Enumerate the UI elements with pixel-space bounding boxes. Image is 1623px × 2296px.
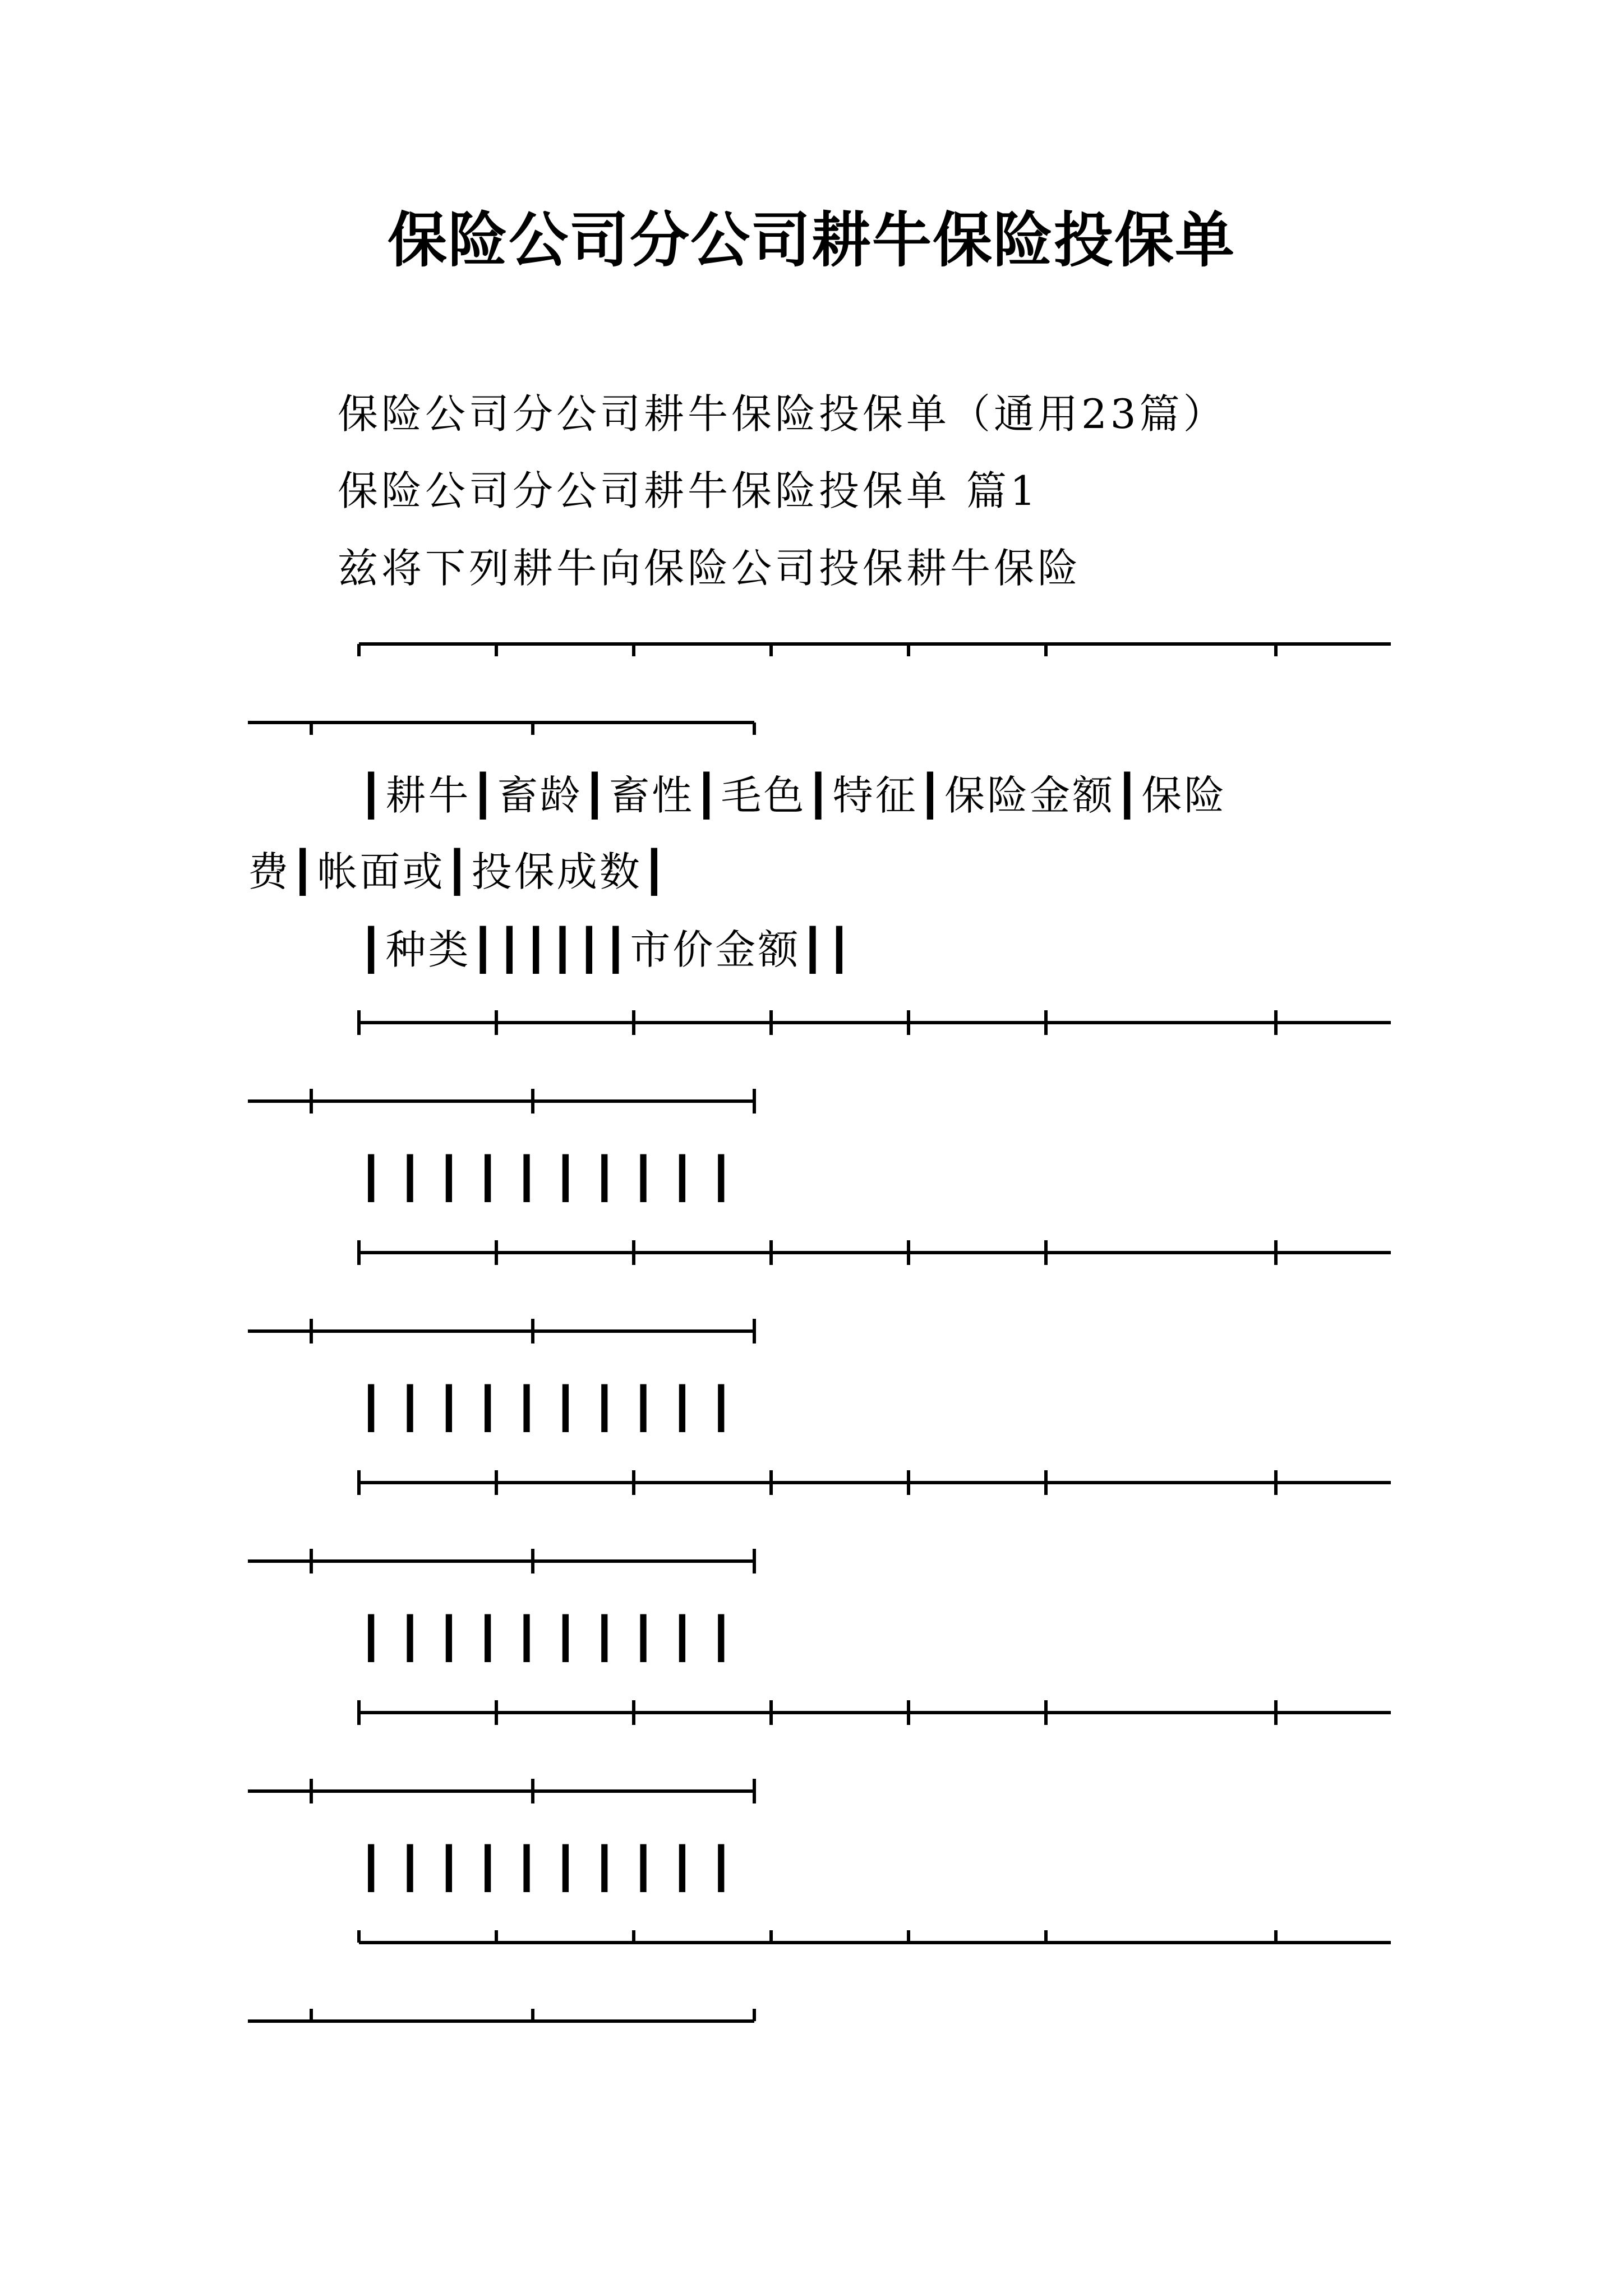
document-title: 保险公司分公司耕牛保险投保单	[388, 205, 1235, 275]
subtitle-paragraph: 保险公司分公司耕牛保险投保单（通用23篇）	[338, 390, 1227, 438]
table-header-row-1: ┃耕牛┃畜龄┃畜性┃毛色┃特征┃保险金额┃保险	[359, 772, 1227, 819]
table-header-row-1-wrap: 费┃帐面或┃投保成数┃	[248, 848, 669, 895]
intro-paragraph: 兹将下列耕牛向保险公司投保耕牛保险	[338, 545, 1082, 592]
table-header-row-2: ┃种类┃┃┃┃┃┃市价金额┃┃	[359, 926, 854, 973]
table-empty-row: ┃┃┃┃┃┃┃┃┃┃	[359, 1384, 748, 1432]
section-heading: 保险公司分公司耕牛保险投保单 篇1	[338, 467, 1039, 514]
table-empty-row: ┃┃┃┃┃┃┃┃┃┃	[359, 1844, 748, 1892]
table-empty-row: ┃┃┃┃┃┃┃┃┃┃	[359, 1614, 748, 1662]
table-empty-row: ┃┃┃┃┃┃┃┃┃┃	[359, 1154, 748, 1202]
